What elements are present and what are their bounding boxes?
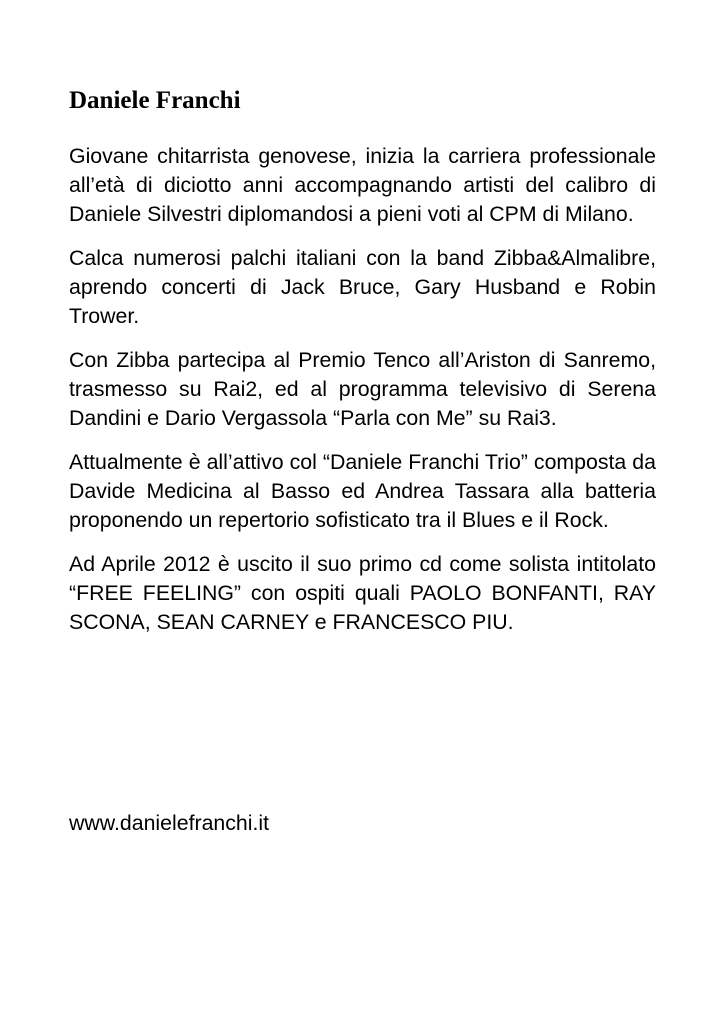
document-body [69, 86, 656, 652]
page-title: Daniele Franchi [69, 87, 241, 114]
paragraph-album: Ad Aprile 2012 è uscito il suo primo cd come solista intitolato “FREE FEELING” con ospiti quali PAOLO BONFANTI, RAY SCONA, SEAN CARNEY e FRANCESCO PIU. [69, 552, 656, 634]
paragraph-intro: Giovane chitarrista genovese, inizia la carriera professionale all’età di diciotto anni accompagnando artisti del calibro di Daniele Silvestri diplomandosi a pieni voti al CPM di Milano. [69, 144, 656, 226]
paragraph-tenco: Con Zibba partecipa al Premio Tenco all’Ariston di Sanremo, trasmesso su Rai2, ed al programma televisivo di Serena Dandini e Dario Vergassola “Parla con Me” su Rai3. [69, 348, 656, 430]
paragraph-trio: Attualmente è all’attivo col “Daniele Franchi Trio” composta da Davide Medicina al Basso ed Andrea Tassara alla batteria proponendo un repertorio sofisticato tra il Blues e il Rock. [69, 450, 656, 532]
website-link[interactable]: www.danielefranchi.it [69, 811, 270, 835]
paragraph-stages: Calca numerosi palchi italiani con la band Zibba&Almalibre, aprendo concerti di Jack Bruce, Gary Husband e Robin Trower. [69, 246, 656, 328]
